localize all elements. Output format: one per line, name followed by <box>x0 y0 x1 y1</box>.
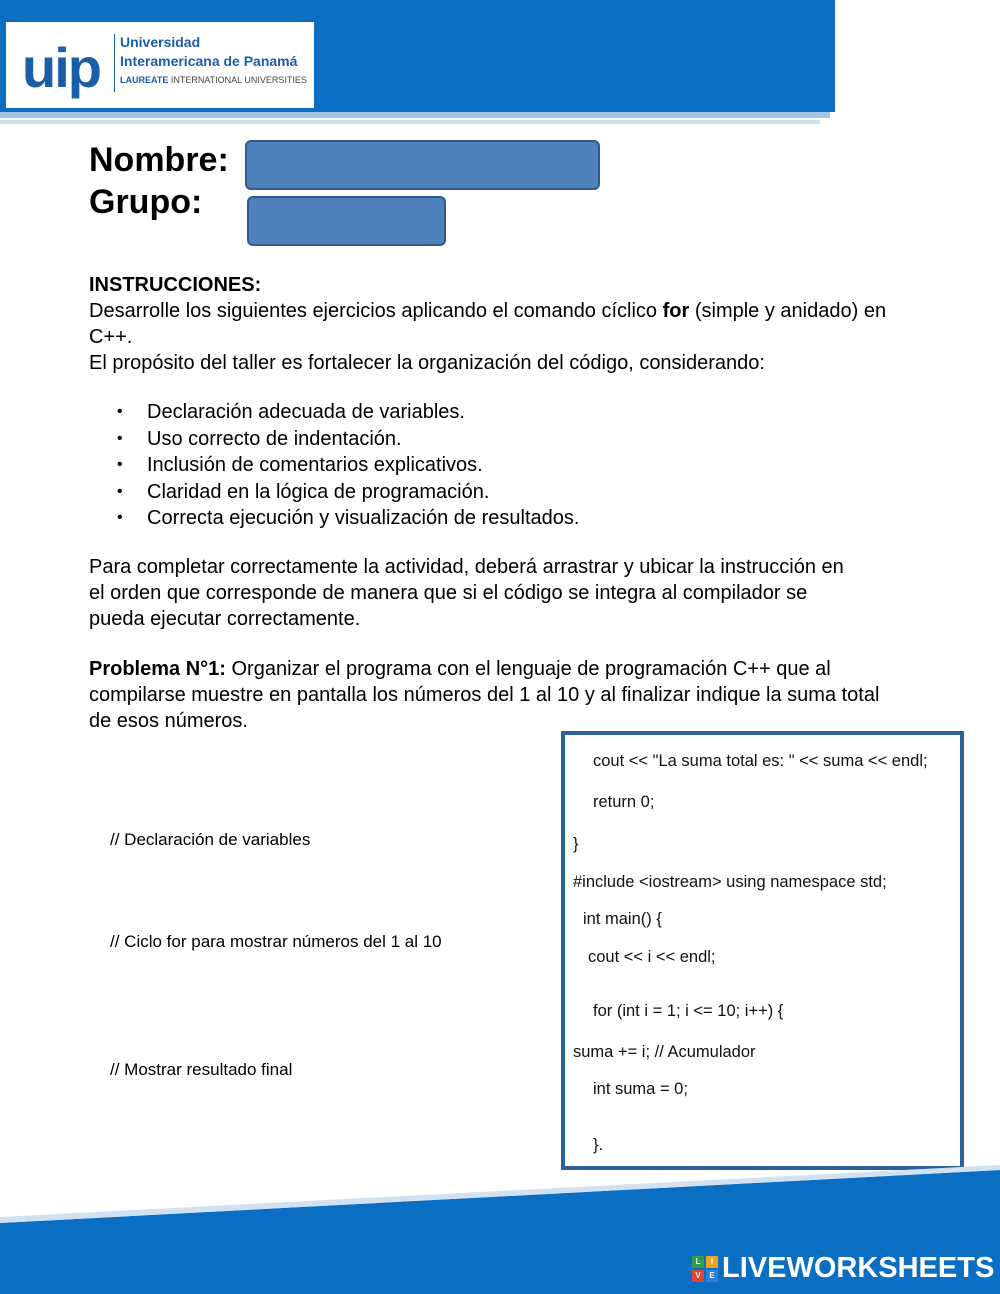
name-label: Nombre: <box>89 141 229 179</box>
comment-resultado: // Mostrar resultado final <box>110 1060 293 1079</box>
comment-ciclo-for: // Ciclo for para mostrar números del 1 al 10 <box>110 932 442 951</box>
liveworksheets-logo-icon <box>692 1256 718 1282</box>
code-item-int-suma[interactable]: int suma = 0; <box>593 1080 688 1098</box>
drop-zone-resultado[interactable] <box>100 1085 520 1125</box>
drop-zone-ciclo-for[interactable] <box>100 957 520 997</box>
criteria-item: • Claridad en la lógica de programación. <box>117 479 579 506</box>
criteria-item: • Declaración adecuada de variables. <box>117 399 579 426</box>
brand-mark-letter: L <box>692 1256 704 1268</box>
name-input[interactable] <box>245 140 600 190</box>
brand-mark-letter: V <box>692 1270 704 1282</box>
code-item-close-brace-dot[interactable]: }. <box>593 1136 604 1154</box>
code-item-main[interactable]: int main() { <box>583 910 662 928</box>
group-label: Grupo: <box>89 183 203 221</box>
logo-line-1: Universidad <box>120 34 201 50</box>
code-item-include[interactable]: #include <iostream> using namespace std; <box>573 873 887 891</box>
logo-line-3 <box>120 75 307 85</box>
logo-line-3-rest: INTERNATIONAL UNIVERSITIES <box>168 75 307 85</box>
header-band-extension <box>700 0 835 100</box>
p1-text-before: Desarrolle los siguientes ejercicios aplicando el comando cíclico <box>89 300 663 322</box>
drop-zone-declaracion[interactable] <box>100 855 520 895</box>
university-logo <box>6 22 314 108</box>
problem-statement <box>89 656 889 734</box>
logo-line-3-bold: LAUREATE <box>120 75 169 85</box>
header-stripe <box>0 112 830 118</box>
code-item-return[interactable]: return 0; <box>593 793 655 811</box>
liveworksheets-brand[interactable] <box>692 1252 994 1285</box>
brand-name: LIVEWORKSHEETS <box>722 1252 995 1284</box>
logo-line-2: Interamericana de Panamá <box>120 53 298 69</box>
group-input[interactable] <box>247 196 446 246</box>
code-instruction-bank <box>561 731 964 1170</box>
instructions-heading: INSTRUCCIONES: <box>89 274 262 296</box>
logo-mark: uip <box>22 36 100 99</box>
problem-text: Organizar el programa con el lenguaje de programación C++ que al compilarse muestre en pantalla los números del 1 al 10 y al finalizar indique la suma total de esos números. <box>89 658 880 732</box>
logo-divider <box>114 34 115 92</box>
code-item-cout-i[interactable]: cout << i << endl; <box>588 948 716 966</box>
criteria-item: • Correcta ejecución y visualización de resultados. <box>117 505 579 532</box>
brand-mark-letter: I <box>706 1256 718 1268</box>
instructions-paragraph-1 <box>89 298 889 350</box>
header-stripe-light <box>0 120 820 124</box>
criteria-item: • Inclusión de comentarios explicativos. <box>117 452 579 479</box>
instructions-paragraph-2: El propósito del taller es fortalecer la organización del código, considerando: <box>89 352 765 374</box>
code-item-cout-suma[interactable]: cout << "La suma total es: " << suma << endl; <box>593 752 928 770</box>
code-item-acumulador[interactable]: suma += i; // Acumulador <box>573 1043 756 1061</box>
code-item-close-brace[interactable]: } <box>573 835 579 853</box>
criteria-item: • Uso correcto de indentación. <box>117 426 579 453</box>
code-item-for-loop[interactable]: for (int i = 1; i <= 10; i++) { <box>593 1002 784 1020</box>
brand-mark-letter: E <box>706 1270 718 1282</box>
problem-label: Problema N°1: <box>89 658 226 680</box>
p1-for-keyword: for <box>662 300 690 322</box>
p1-text-after: (simple y anidado) en C++. <box>89 300 887 348</box>
comment-declaracion: // Declaración de variables <box>110 830 311 849</box>
instructions-paragraph-3: Para completar correctamente la actividad, deberá arrastrar y ubicar la instrucción en el orden que corresponde de manera que si el código se integra al compilador se pueda ejecutar correctamente. <box>89 556 844 630</box>
criteria-list <box>117 399 579 532</box>
